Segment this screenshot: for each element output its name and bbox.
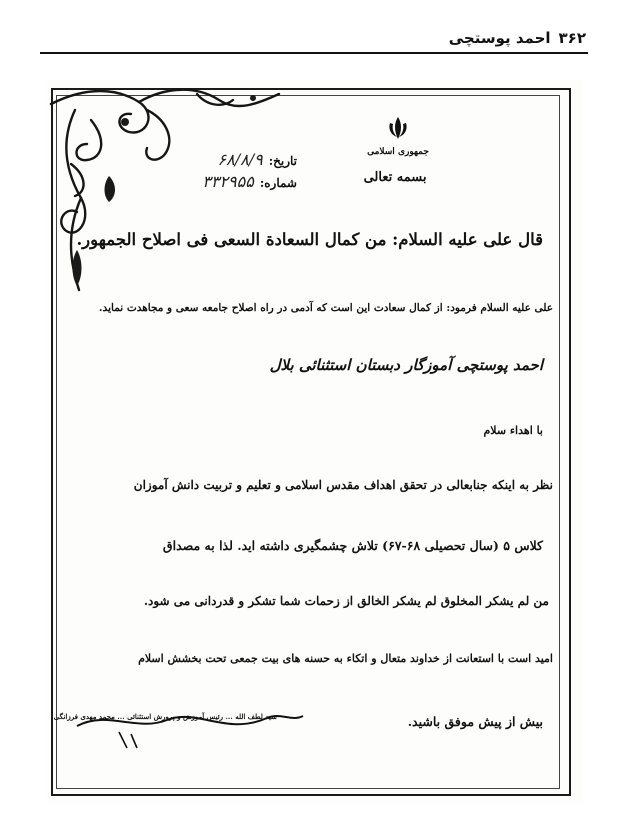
date-row <box>137 150 297 172</box>
bismillah: بسمه تعالی <box>363 170 427 185</box>
date-value: ۶۸/۸/۹ <box>217 150 263 169</box>
greeting: با اهداء سلام <box>483 424 543 437</box>
signature-scribble-icon <box>53 692 307 752</box>
body-line-2: کلاس ۵ (سال تحصیلی ۶۸-۶۷) تلاش چشمگیری داشته اید. لذا به مصداق <box>162 538 543 553</box>
emblem-block <box>363 115 433 157</box>
letter-meta <box>137 150 297 194</box>
hadith-arabic: قال علی علیه السلام: من کمال السعادة السعی فی اصلاح الجمهور. <box>76 230 543 249</box>
date-label: تاریخ: <box>268 154 297 168</box>
number-label: شماره: <box>259 176 297 190</box>
body-line-4: امید است با استعانت از خداوند متعال و اتکاء به حسنه های بیت جمعی تحت بخشش اسلام <box>138 652 553 665</box>
commendation-letter <box>47 80 583 804</box>
number-row <box>137 172 297 194</box>
emblem-label: جمهوری اسلامی <box>367 147 429 157</box>
header-rule <box>40 52 588 54</box>
iran-emblem-icon <box>385 115 411 141</box>
signature-line: سید لطف الله ... رئیس آموزش و پرورش استثنائی ... محمد مهدی فرزانگی <box>53 712 277 721</box>
number-value: ۳۳۲۹۵۵ <box>202 172 254 191</box>
body-line-1: نظر به اینکه جنابعالی در تحقق اهداف مقدس اسلامی و تعلیم و تربیت دانش آموزان <box>133 478 553 492</box>
hadith-persian: علی علیه السلام فرمود: از کمال سعادت این است که آدمی در راه اصلاح جامعه سعی و مجاهدت نماید. <box>98 302 553 314</box>
page-number: ۳۶۲ <box>558 29 586 47</box>
closing: بیش از پیش موفق باشید. <box>407 714 543 729</box>
body-line-3: من لم یشکر المخلوق لم یشکر الخالق از زحمات شما تشکر و قدردانی می شود. <box>143 594 549 608</box>
author-name: احمد پوستچی <box>448 29 551 47</box>
page-header <box>40 24 586 52</box>
recipient: احمد پوستچی آموزگار دبستان استثنائی بلال <box>269 356 543 374</box>
